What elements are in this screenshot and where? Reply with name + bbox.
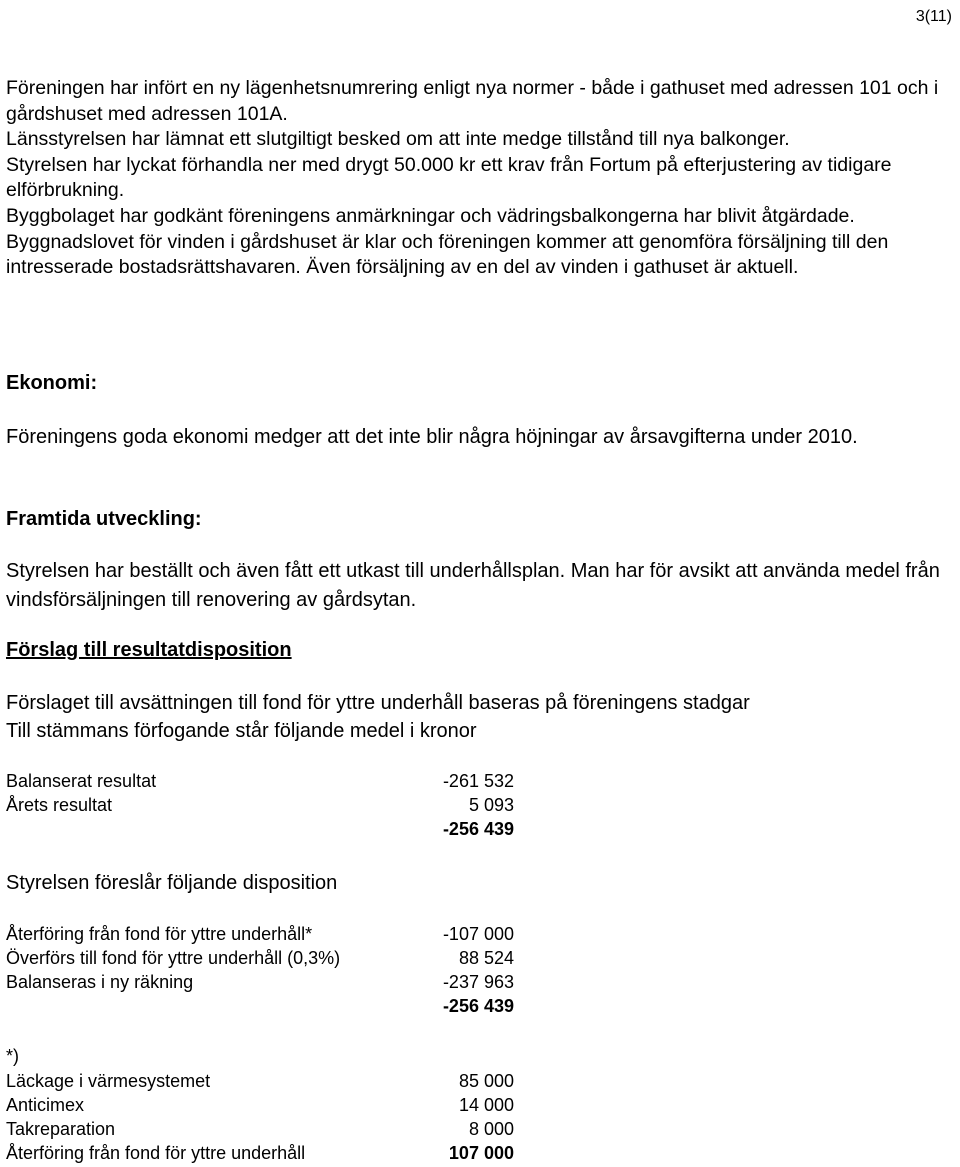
footnote-marker-row xyxy=(6,1044,106,1068)
row-label: Balanserat resultat xyxy=(6,771,157,791)
row-value: 85 000 xyxy=(458,1071,514,1091)
row-label: Takreparation xyxy=(6,1119,116,1139)
row-value: -107 000 xyxy=(442,924,514,944)
row-total: -256 439 xyxy=(442,819,514,839)
forslag-heading: Förslag till resultatdisposition xyxy=(6,639,292,661)
intro-paragraph: Byggnadslovet för vinden i gårdshuset är klar och föreningen kommer att genomföra försäljning till den intresserade bostadsrättshavaren. Även försäljning av en del av vinden i gathuset är aktuell. xyxy=(6,230,889,279)
intro-paragraph: Länsstyrelsen har lämnat ett slutgiltigt besked om att inte medge tillstånd till nya balkonger. xyxy=(6,128,790,151)
intro-paragraph: Föreningen har infört en ny lägenhetsnumrering enligt nya normer - både i gathuset med adressen 101 och i gårdshuset med adressen 101A. xyxy=(6,77,939,125)
row-total: 107 000 xyxy=(448,1143,514,1163)
intro-section xyxy=(6,76,946,281)
row-label: Återföring från fond för yttre underhåll xyxy=(6,1143,306,1163)
funds-table xyxy=(6,769,514,841)
table-row xyxy=(6,769,514,793)
disposition-heading: Styrelsen föreslår följande disposition xyxy=(6,872,338,894)
row-value: -237 963 xyxy=(442,972,514,992)
row-label: Anticimex xyxy=(6,1095,85,1115)
page-number: 3(11) xyxy=(915,8,952,25)
table-row xyxy=(6,1069,514,1093)
framtida-text: Styrelsen har beställt och även fått ett utkast till underhållsplan. Man har för avsikt att använda medel från vindsförsäljningen till renovering av gårdsytan. xyxy=(6,560,940,611)
row-label: Överförs till fond för yttre underhåll (0,3%) xyxy=(6,948,341,968)
footnote-table xyxy=(6,1069,514,1165)
forslag-line-2: Till stämmans förfogande står följande medel i kronor xyxy=(6,720,477,742)
row-value: 88 524 xyxy=(458,948,514,968)
footnote-marker: *) xyxy=(6,1046,19,1066)
row-value: 14 000 xyxy=(458,1095,514,1115)
table-row xyxy=(6,970,514,994)
row-label: Årets resultat xyxy=(6,795,113,815)
table-row xyxy=(6,1093,514,1117)
ekonomi-text: Föreningens goda ekonomi medger att det inte blir några höjningar av årsavgifterna under 2010. xyxy=(6,426,858,448)
forslag-line-1: Förslaget till avsättningen till fond för yttre underhåll baseras på föreningens stadgar xyxy=(6,692,750,714)
row-value: 8 000 xyxy=(468,1119,514,1139)
row-value: -261 532 xyxy=(442,771,514,791)
table-row xyxy=(6,1117,514,1141)
row-label: Återföring från fond för yttre underhåll* xyxy=(6,924,313,944)
intro-paragraph: Byggbolaget har godkänt föreningens anmärkningar och vädringsbalkongerna har blivit åtgärdade. xyxy=(6,204,855,227)
table-row xyxy=(6,817,514,841)
table-row xyxy=(6,922,514,946)
row-label: Balanseras i ny räkning xyxy=(6,972,194,992)
row-value: 5 093 xyxy=(468,795,514,815)
table-row xyxy=(6,946,514,970)
table-row xyxy=(6,793,514,817)
footnote-marker-block xyxy=(6,1044,106,1068)
row-label: Läckage i värmesystemet xyxy=(6,1071,211,1091)
framtida-heading: Framtida utveckling: xyxy=(6,508,202,530)
intro-paragraph: Styrelsen har lyckat förhandla ner med drygt 50.000 kr ett krav från Fortum på efterjustering av tidigare elförbrukning. xyxy=(6,153,892,202)
table-row xyxy=(6,994,514,1018)
row-total: -256 439 xyxy=(442,996,514,1016)
ekonomi-heading: Ekonomi: xyxy=(6,372,98,394)
disposition-table xyxy=(6,922,514,1018)
table-row xyxy=(6,1141,514,1165)
